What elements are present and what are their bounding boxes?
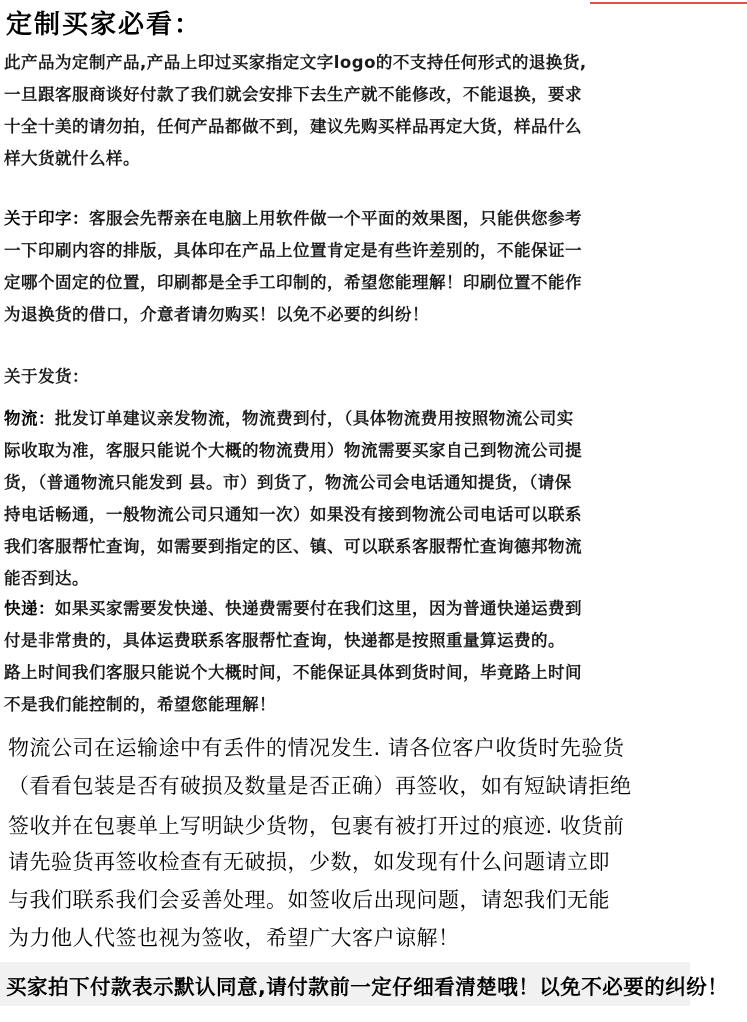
- logistics-line-5: 我们客服帮忙查询，如需要到指定的区、镇、可以联系客服帮忙查询德邦物流: [4, 537, 582, 556]
- notice-line-3: 签收并在包裹单上写明缺少货物，包裹有被打开过的痕迹. 收货前: [8, 814, 625, 838]
- logistics-label: 物流：: [4, 409, 55, 428]
- express-line-2: 付是非常贵的，具体运费联系客服帮忙查询，快递都是按照重量算运费的。: [4, 631, 565, 650]
- custom-line-3: 十全十美的请勿拍，任何产品都做不到，建议先购买样品再定大货，样品什么: [4, 117, 582, 136]
- notice-line-4: 请先验货再签收检查有无破损，少数，如发现有什么问题请立即: [8, 850, 610, 874]
- logistics-line-6: 能否到达。: [4, 569, 89, 588]
- logistics-line-1: [4, 408, 574, 430]
- printing-first-text: 客服会先帮亲在电脑上用软件做一个平面的效果图，只能供您参考: [89, 209, 582, 228]
- logistics-first-text: 批发订单建议亲发物流，物流费到付，（具体物流费用按照物流公司实: [55, 409, 574, 428]
- logistics-line-2: 际收取为准，客服只能说个大概的物流费用）物流需要买家自己到物流公司提: [4, 441, 582, 460]
- shipping-heading: 关于发货：: [4, 367, 89, 386]
- express-label: 快递：: [4, 599, 55, 618]
- notice-line-6: 为力他人代签也视为签收，希望广大客户谅解！: [8, 926, 460, 950]
- express-line-4: 不是我们能控制的，希望您能理解！: [4, 695, 276, 714]
- custom-line-4: 样大货就什么样。: [4, 149, 140, 168]
- accent-line: [590, 2, 747, 4]
- express-line-1: [4, 598, 582, 620]
- notice-line-1: 物流公司在运输途中有丢件的情况发生. 请各位客户收货时先验货: [8, 736, 625, 760]
- footer-text: 买家拍下付款表示默认同意,请付款前一定仔细看清楚哦！以免不必要的纠纷！: [6, 975, 729, 999]
- page-title: 定制买家必看：: [6, 10, 203, 40]
- notice-line-2: （看看包装是否有破损及数量是否正确）再签收，如有短缺请拒绝: [8, 774, 632, 798]
- custom-line-2: 一旦跟客服商谈好付款了我们就会安排下去生产就不能修改，不能退换，要求: [4, 85, 582, 104]
- logistics-line-3: 货，（普通物流只能发到 县。市）到货了，物流公司会电话通知提货，（请保: [4, 473, 572, 492]
- express-first-text: 如果买家需要发快递、快递费需要付在我们这里，因为普通快递运费到: [55, 599, 582, 618]
- printing-line-3: 定哪个固定的位置，印刷都是全手工印制的，希望您能理解！印刷位置不能作: [4, 273, 582, 292]
- notice-line-5: 与我们联系我们会妥善处理。如签收后出现问题，请恕我们无能: [8, 888, 610, 912]
- logistics-line-4: 持电话畅通，一般物流公司只通知一次）如果没有接到物流公司电话可以联系: [4, 505, 582, 524]
- printing-line-2: 一下印刷内容的排版，具体印在产品上位置肯定是有些许差别的，不能保证一: [4, 241, 582, 260]
- express-line-3: 路上时间我们客服只能说个大概时间，不能保证具体到货时间，毕竟路上时间: [4, 663, 582, 682]
- custom-line-1: 此产品为定制产品,产品上印过买家指定文字logo的不支持任何形式的退换货,: [4, 53, 587, 72]
- printing-line-1: [4, 208, 582, 230]
- printing-line-4: 为退换货的借口，介意者请勿购买！以免不必要的纠纷！: [4, 305, 429, 324]
- printing-label: 关于印字：: [4, 209, 89, 228]
